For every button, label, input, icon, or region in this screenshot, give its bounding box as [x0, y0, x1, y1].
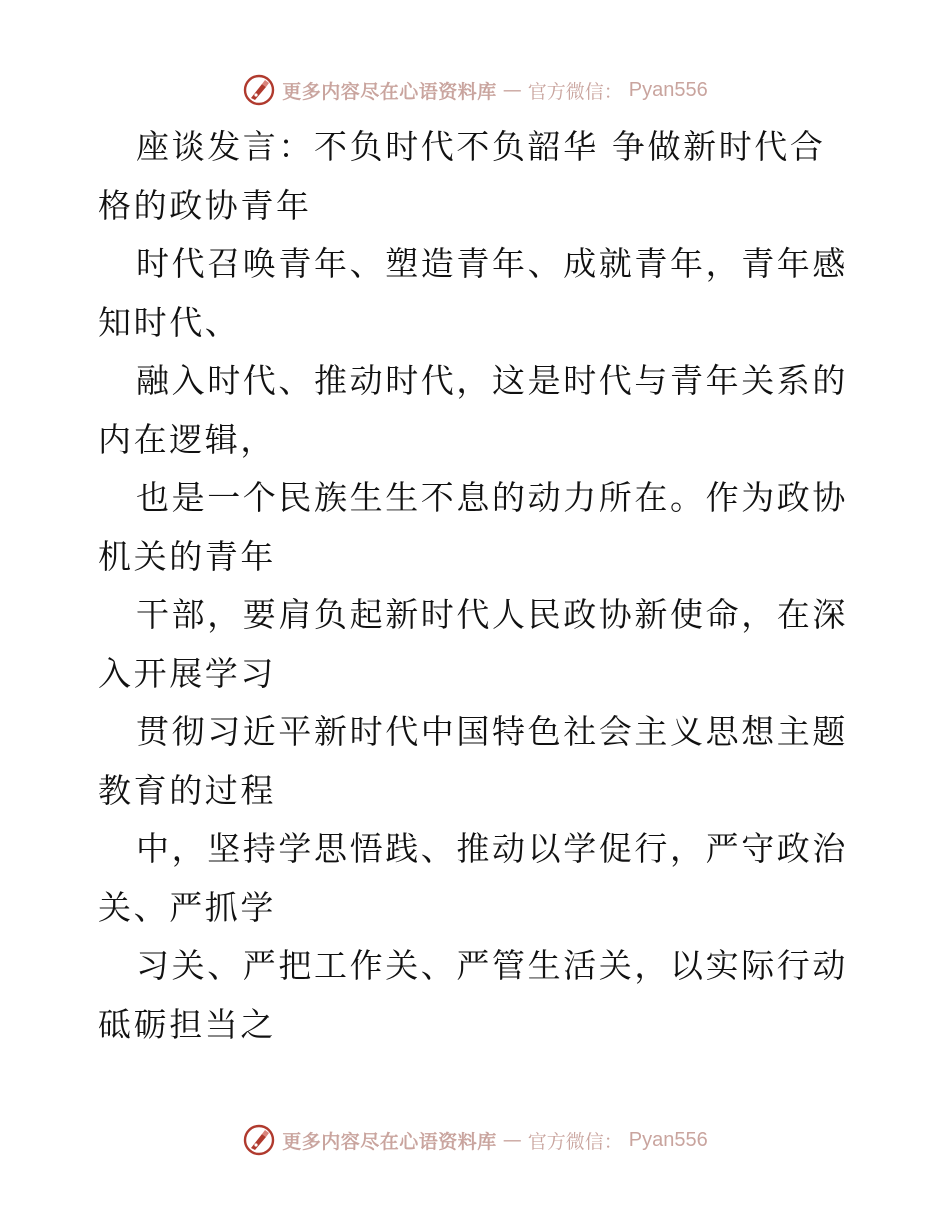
paragraph: 干部，要肩负起新时代人民政协新使命，在深入开展学习: [98, 595, 848, 693]
paragraph: 时代召唤青年、塑造青年、成就青年，青年感知时代、: [98, 244, 848, 342]
paragraph: 中，坚持学思悟践、推动以学促行，严守政治关、严抓学: [98, 829, 848, 927]
watermark-label: 官方微信：: [527, 1130, 623, 1153]
paragraph-title: 座谈发言：不负时代不负韶华 争做新时代合格的政协青年: [98, 127, 826, 225]
pen-nib-circle-icon: [242, 1123, 276, 1157]
watermark-label: 官方微信：: [527, 80, 623, 103]
footer-watermark: [0, 1120, 950, 1160]
watermark-handle: Pyan556: [628, 1128, 708, 1151]
paragraph: 贯彻习近平新时代中国特色社会主义思想主题教育的过程: [98, 712, 848, 810]
paragraph: 也是一个民族生生不息的动力所在。作为政协机关的青年: [98, 478, 848, 576]
watermark-separator: —: [502, 1129, 522, 1151]
header-watermark: [0, 70, 950, 110]
paragraph: 习关、严把工作关、严管生活关，以实际行动砥砺担当之: [98, 946, 848, 1044]
watermark-brand: 更多内容尽在心语资料库: [282, 80, 497, 103]
watermark-handle: Pyan556: [628, 78, 708, 101]
paragraph: 融入时代、推动时代，这是时代与青年关系的内在逻辑，: [98, 361, 848, 459]
watermark-brand: 更多内容尽在心语资料库: [282, 1130, 497, 1153]
document-body: [98, 118, 858, 1054]
watermark-separator: —: [502, 79, 522, 101]
pen-nib-circle-icon: [242, 73, 276, 107]
